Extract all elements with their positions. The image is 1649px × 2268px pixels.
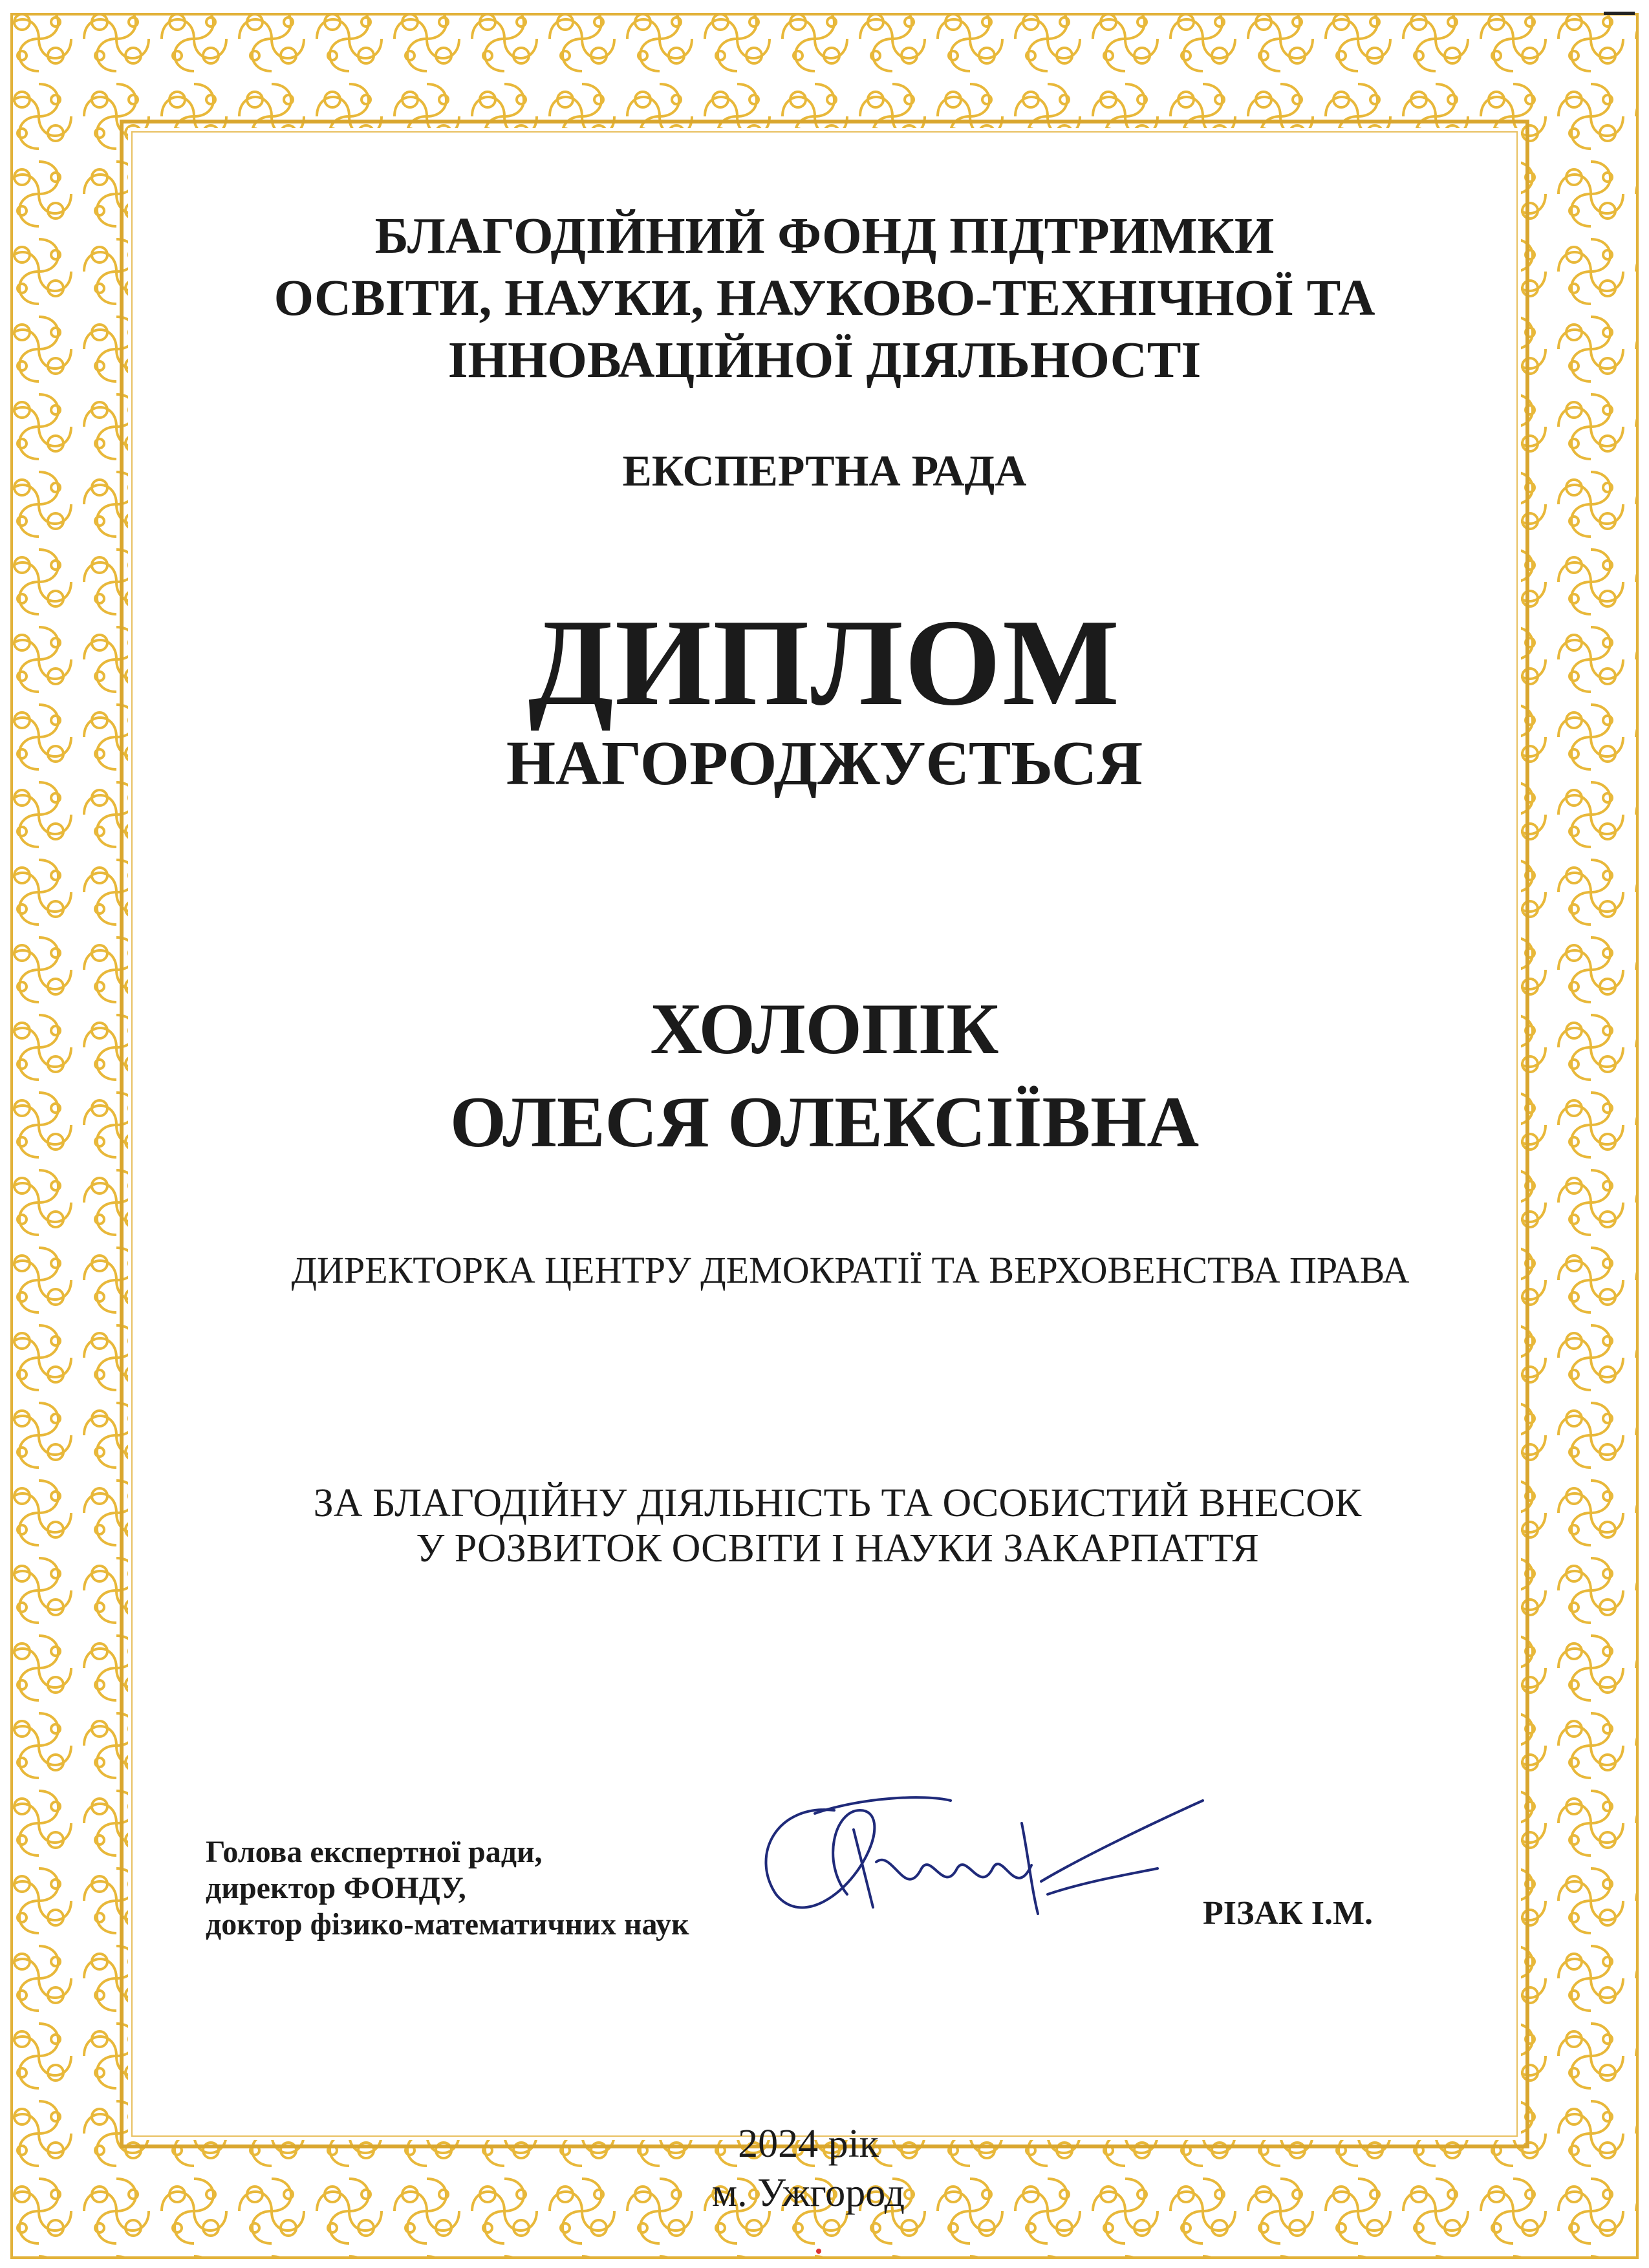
signer-title-line: директор ФОНДУ, [206, 1871, 466, 1905]
issue-year: 2024 рік [738, 2122, 879, 2166]
handwritten-signature [737, 1784, 1229, 1940]
recipient-position: ДИРЕКТОРКА ЦЕНТРУ ДЕМОКРАТІЇ ТА ВЕРХОВЕНСТВА ПРАВА [291, 1249, 1410, 1291]
signer-name: РІЗАК І.М. [1203, 1895, 1374, 1932]
award-reason-line: ЗА БЛАГОДІЙНУ ДІЯЛЬНІСТЬ ТА ОСОБИСТИЙ ВНЕСОК [313, 1481, 1362, 1525]
foundation-name-line: БЛАГОДІЙНИЙ ФОНД ПІДТРИМКИ [374, 208, 1275, 264]
foundation-name-line: ІННОВАЦІЙНОЇ ДІЯЛЬНОСТІ [447, 332, 1202, 389]
award-reason-line: У РОЗВИТОК ОСВІТИ І НАУКИ ЗАКАРПАТТЯ [416, 1526, 1259, 1570]
scan-speck [816, 2249, 821, 2254]
date-and-place [640, 2119, 976, 2218]
award-reason [13, 1481, 1649, 1571]
recipient-name [0, 983, 1649, 1169]
recipient-given-names: ОЛЕСЯ ОЛЕКСІЇВНА [449, 1082, 1200, 1162]
diploma-title: ДИПЛОМ [528, 594, 1121, 731]
signer-title [206, 1834, 736, 1943]
recipient-surname: ХОЛОПІК [650, 989, 999, 1069]
signer-title-line: Голова експертної ради, [206, 1835, 543, 1869]
foundation-name-line: ОСВІТИ, НАУКИ, НАУКОВО-ТЕХНІЧНОЇ ТА [274, 270, 1375, 326]
council-name: ЕКСПЕРТНА РАДА [622, 446, 1027, 495]
foundation-name [0, 206, 1649, 392]
signer-title-line: доктор фізико-математичних наук [206, 1907, 689, 1942]
issue-place: м. Ужгород [711, 2171, 905, 2215]
scan-edge-mark [1604, 12, 1635, 15]
awarded-caption: НАГОРОДЖУЄТЬСЯ [506, 729, 1143, 798]
